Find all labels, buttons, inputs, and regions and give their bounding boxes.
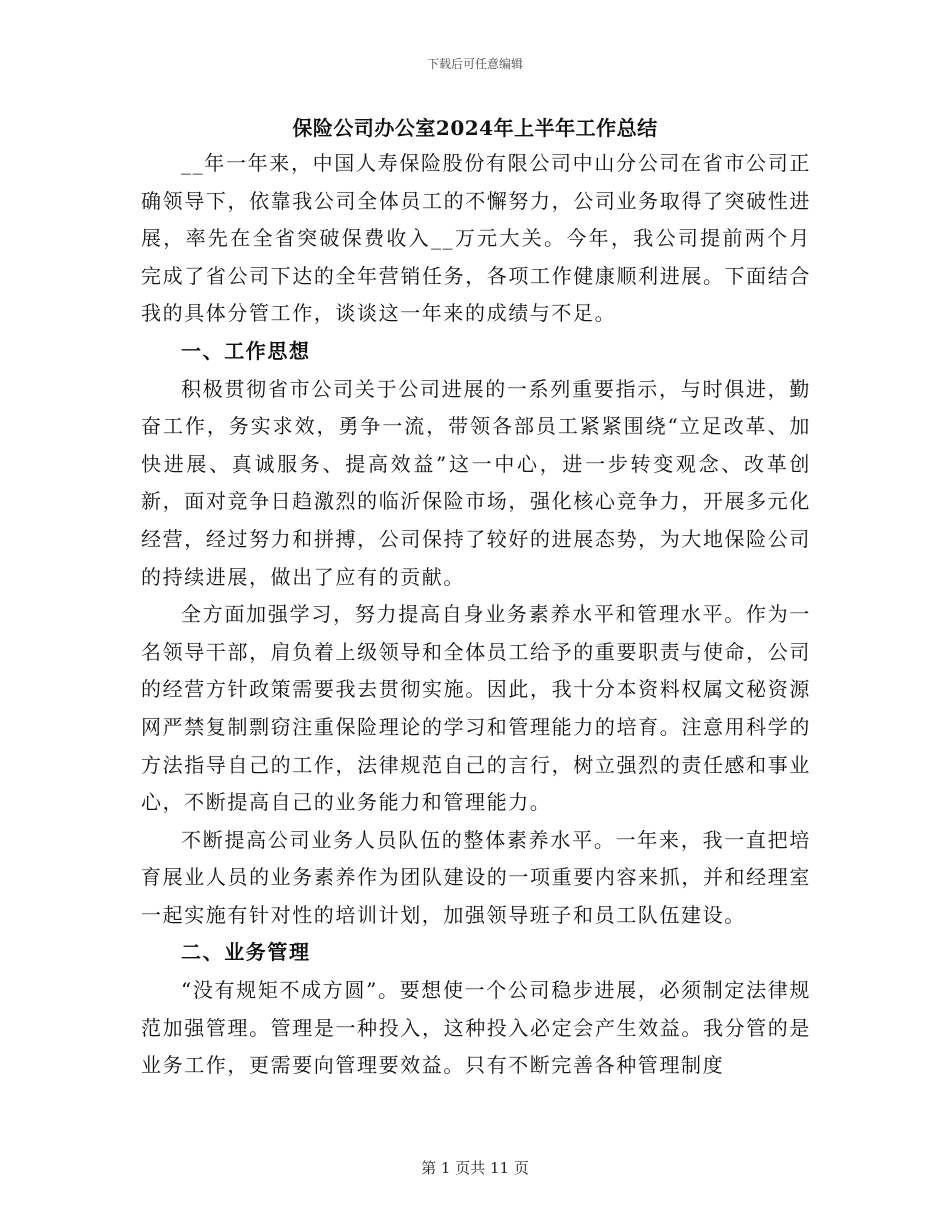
- paragraph-learning: 全方面加强学习，努力提高自身业务素养水平和管理水平。作为一名领导干部，肩负着上级领导和全体员工给予的重要职责与使命，公司的经营方针政策需要我去贯彻实施。因此，我十分本资料权属文秘资源网严禁复制剽窃注重保险理论的学习和管理能力的培育。注意用科学的方法指导自己的工作，法律规范自己的言行，树立强烈的责任感和事业心，不断提高自己的业务能力和管理能力。: [141, 602, 811, 815]
- section-heading-work-thinking: 一、工作思想: [181, 338, 311, 363]
- document-body: [141, 145, 811, 1085]
- document-title: 保险公司办公室2024年上半年工作总结: [292, 116, 658, 140]
- paragraph-team-quality: 不断提高公司业务人员队伍的整体素养水平。一年来，我一直把培育展业人员的业务素养作为团队建设的一项重要内容来抓，并和经理室一起实施有针对性的培训计划，加强领导班子和员工队伍建设。: [141, 827, 811, 927]
- section-heading-business-management: 二、业务管理: [181, 940, 311, 965]
- paragraph-intro: __年一年来，中国人寿保险股份有限公司中山分公司在省市公司正确领导下，依靠我公司全体员工的不懈努力，公司业务取得了突破性进展，率先在全省突破保费收入__万元大关。今年，我公司提前两个月完成了省公司下达的全年营销任务，各项工作健康顺利进展。下面结合我的具体分管工作，谈谈这一年来的成绩与不足。: [141, 151, 811, 326]
- page-number: 第 1 页共 11 页: [421, 1159, 529, 1177]
- paragraph-work-thinking: 积极贯彻省市公司关于公司进展的一系列重要指示，与时俱进，勤奋工作，务实求效，勇争一流，带领各部员工紧紧围绕“立足改革、加快进展、真诚服务、提高效益”这一中心，进一步转变观念、改革创新，面对竞争日趋激烈的临沂保险市场，强化核心竞争力，开展多元化经营，经过努力和拼搏，公司保持了较好的进展态势，为大地保险公司的持续进展，做出了应有的贡献。: [141, 376, 811, 589]
- paragraph-management: “没有规矩不成方圆”。要想使一个公司稳步进展，必须制定法律规范加强管理。管理是一种投入，这种投入必定会产生效益。我分管的是业务工作，更需要向管理要效益。只有不断完善各种管理制度: [141, 978, 811, 1078]
- header-note: 下载后可任意编辑: [426, 57, 523, 71]
